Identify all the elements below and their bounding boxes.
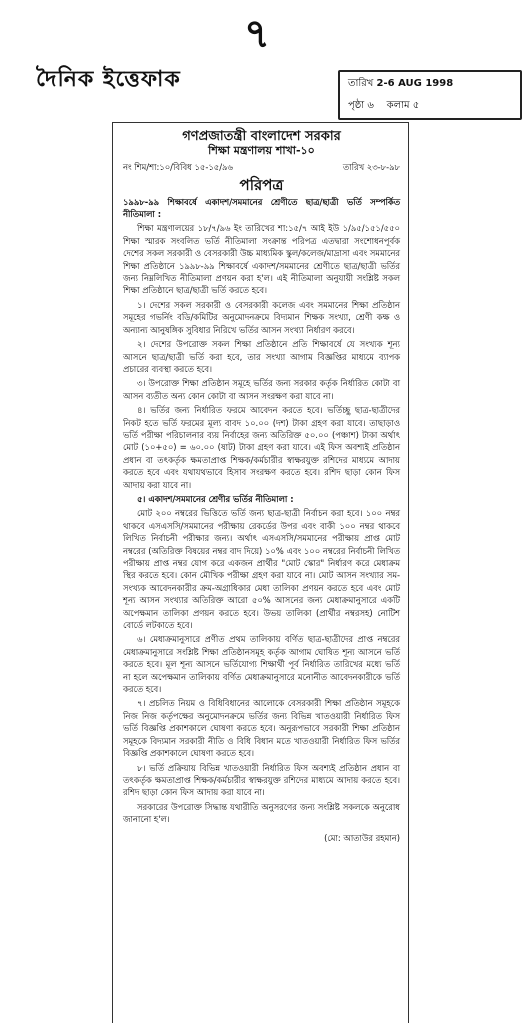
paragraph: ২। দেশের উপরোক্ত সকল শিক্ষা প্রতিষ্ঠানে প্রতি শিক্ষাবর্ষে যে সংখ্যক শূন্য আসনে ছাত্র/ছাত্রী ভর্তি করা হবে, তার সংখ্যা আগাম বিজ্ঞপ্তির মাধ্যমে ব্যাপক প্রচারের ব্যবস্থা করতে হবে।: [123, 339, 400, 374]
paragraph: মোট ২০০ নম্বরের ভিত্তিতে ভর্তি জন্য ছাত্র-ছাত্রী নির্বাচন করা হবে। ১০০ নম্বর থাকবে এসএসসি/সমমানের পরীক্ষায় রেকর্ডের উপর এবং বাকী ১০০ নম্বর থাকবে লিখিত নির্বাচনী পরীক্ষার জন্য। অর্থাৎ এসএসসি/সমমানের পরীক্ষায় প্রাপ্ত মোট নম্বরের (অতিরিক্ত বিষয়ের নম্বর বাদ দিয়ে) ১০% এবং ১০০ নম্বরের নির্বাচনী লিখিত পরীক্ষায় প্রাপ্ত নম্বর যোগ করে একজন প্রার্থীর "মোট স্কোর" নির্ধারণ করে মেধাক্রম স্থির করতে হবে। কোন মৌখিক পরীক্ষা গ্রহণ করা যাবে না। মোট আসন সংখ্যার সম-সংখ্যক আবেদনকারীর ক্রম-অগ্রাধিকার মেধা তালিকা প্রণয়ন করতে হবে এবং মোট শূন্য আসন সংখ্যার অতিরিক্ত আরো ৫০% আসনের জন্য মেধাক্রমানুসারে একটি অপেক্ষমান তালিকা প্রণয়ন করতে হবে। উভয় তালিকা (প্রার্থীর নম্বরসহ) নোটিশ বোর্ডে লটকাতে হবে।: [123, 508, 400, 631]
newspaper-clipping: [112, 122, 409, 1023]
government-heading: গণপ্রজাতন্ত্রী বাংলাদেশ সরকার: [182, 129, 341, 144]
paragraph: সরকারের উপরোক্ত সিদ্ধান্ত যথারীতি অনুসরণের জন্য সংশ্লিষ্ট সকলকে অনুরোধ জানানো হ'ল।: [123, 801, 400, 825]
paragraph: ৩। উপরোক্ত শিক্ষা প্রতিষ্ঠান সমূহে ভর্তির জন্য সরকার কর্তৃক নির্ধারিত কোটা বা আসন ব্যতীত অন্য কোন কোটা বা আসন সংরক্ষণ করা যাবে না।: [123, 378, 400, 401]
stamp-date-label: তারিখ: [348, 78, 374, 89]
signature: (মো: আতাউর রহমান): [324, 832, 400, 843]
paragraph: ৫। একাদশ/সমমানের শ্রেণীর ভর্তির নীতিমালা :: [137, 493, 294, 504]
circular-subject: ১৯৯৮-৯৯ শিক্ষাবর্ষে একাদশ/সমমানের শ্রেণীতে ছাত্র/ছাত্রী ভর্তি সম্পর্কিত নীতিমালা :: [123, 196, 400, 220]
paragraph: ৮। ভর্তি প্রক্রিয়ায় বিভিন্ন খাতওয়ারী নির্ধারিত ফিস অবশ্যই প্রতিষ্ঠান প্রধান বা তৎকর্তৃক ক্ষমতাপ্রাপ্ত শিক্ষক/কর্মচারীর স্বাক্ষরযুক্ত রশিদের মাধ্যমে আদায় করতে হবে। রশিদ ছাড়া কোন ফিস আদায় করা যাবে না।: [123, 762, 400, 798]
circular-date: তারিখ ২৩-৮-৯৮: [342, 161, 400, 172]
paragraph: শিক্ষা মন্ত্রণালয়ের ১৮/৭/৯৬ ইং তারিখের শা:১৫/৭ আই ইউ ১/৯৫/১৫১/৫৫০ শিক্ষা স্মারক সংবলিত ভর্তি নীতিমালা সংক্রান্ত পরিপত্র এতদ্বারা সংশোধনপূর্বক দেশের সকল সরকারী ও বেসরকারী উচ্চ মাধ্যমিক স্কুল/কলেজ/মাদ্রাসা এবং সমমানের শিক্ষা প্রতিষ্ঠানে ১৯৯৮-৯৯ শিক্ষাবর্ষে একাদশ/সমমানের শ্রেণীতে ছাত্র/ছাত্রী ভর্তির জন্য নিম্নলিখিত নীতিমালা প্রণয়ন করা হ'ল। এই নীতিমালা অনুযায়ী সংশ্লিষ্ট সকল শিক্ষা প্রতিষ্ঠানে ছাত্র/ছাত্রী ভর্তি করতে হবে।: [123, 223, 400, 296]
circular-body: [123, 123, 400, 844]
stamp-date-row: [348, 76, 453, 93]
stamp-date: 2-6 AUG 1998: [376, 78, 454, 89]
stamp-page-row: [348, 98, 419, 115]
ministry-heading: শিক্ষা মন্ত্রণালয় শাখা-১০: [208, 144, 315, 158]
paragraph: ৬। মেধাক্রমানুসারে প্রণীত প্রথম তালিকায় বর্ণিত ছাত্র-ছাত্রীদের প্রাপ্ত নম্বরের মেধাক্রমানুসারে সংশ্লিষ্ট শিক্ষা প্রতিষ্ঠানসমূহ কর্তৃক আগাম ঘোষিত শূন্য আসনে ভর্তি করতে হবে। মূল শূন্য আসনে ভর্তিযোগ্য শিক্ষার্থী পূর্ব নির্ধারিত তারিখের মধ্যে ভর্তি না হলে অপেক্ষমান তালিকায় বর্ণিত মেধাক্রমানুসারে মনোনীত আবেদনকারীকে ভর্তি করতে হবে।: [123, 634, 400, 695]
date-stamp: [338, 70, 522, 120]
paragraph: ১। দেশের সকল সরকারী ও বেসরকারী কলেজ এবং সমমানের শিক্ষা প্রতিষ্ঠান সমূহের গভর্নিং বডি/কমিটির অনুমোদনক্রমে বিদ্যমান শিক্ষক সংখ্যা, শ্রেণী কক্ষ ও অন্যান্য আনুষঙ্গিক সুবিধার নিরিখে ভর্তির আসন সংখ্যা নির্ধারণ করবে।: [123, 299, 400, 335]
paragraph: ৭। প্রচলিত নিয়ম ও বিধিবিধানের আলোকে বেসরকারী শিক্ষা প্রতিষ্ঠান সমূহকে নিজ নিজ কর্তৃপক্ষের অনুমোদনক্রমে ভর্তির জন্য বিভিন্ন খাতওয়ারী নির্ধারিত ফিস ভর্তি বিজ্ঞপ্তি প্রকাশকালে ঘোষণা করতে হবে। অনুরূপভাবে সরকারী শিক্ষা প্রতিষ্ঠান সমূহকে বিদ্যমান সরকারী নীতি ও বিধি বিধান মতে খাতওয়ারী নির্ধারিত ফিস ভর্তির বিজ্ঞপ্তি প্রকাশকালে ঘোষণা করতে হবে।: [123, 698, 400, 759]
reference-line: [123, 161, 400, 173]
circular-title: পরিপত্র: [239, 176, 284, 195]
stamp-page-value: ৬: [367, 100, 374, 111]
stamp-column-value: ৫: [412, 100, 420, 111]
paragraph: ৪। ভর্তির জন্য নির্ধারিত ফরমে আবেদন করতে হবে। ভর্তিচ্ছু ছাত্র-ছাত্রীদের নিকট হতে ভর্তি ফরমের মূল্য বাবদ ১০.০০ (দশ) টাকা গ্রহণ করা যাবে। তাছাড়াও ভর্তি পরীক্ষা পরিচালনার ব্যয় নির্বাহের জন্য অতিরিক্ত ৫০.০০ (পঞ্চাশ) টাকা অর্থাৎ মোট (১০+৫০) = ৬০.০০ (ষাট) টাকা গ্রহণ করা যাবে। এই ফিস অবশ্যই প্রতিষ্ঠান প্রধান বা তৎকর্তৃক ক্ষমতাপ্রাপ্ত শিক্ষক/কর্মচারীর স্বাক্ষরযুক্ত রশিদের মাধ্যমে আদায় করতে হবে এবং যথাযথভাবে হিসাব সংরক্ষণ করতে হবে। রশিদ ছাড়া কোন ফিস আদায় করা যাবে না।: [123, 405, 400, 490]
stamp-page-label: পৃষ্ঠা: [348, 100, 365, 111]
stamp-column-label: কলাম: [386, 100, 410, 111]
memo-number: নং শিম/শা:১০/বিবিধ ১৫-১৫/৯৬: [123, 161, 233, 172]
newspaper-masthead: দৈনিক ইত্তেফাক: [36, 67, 181, 92]
handwritten-page-number: ৭: [244, 10, 271, 57]
